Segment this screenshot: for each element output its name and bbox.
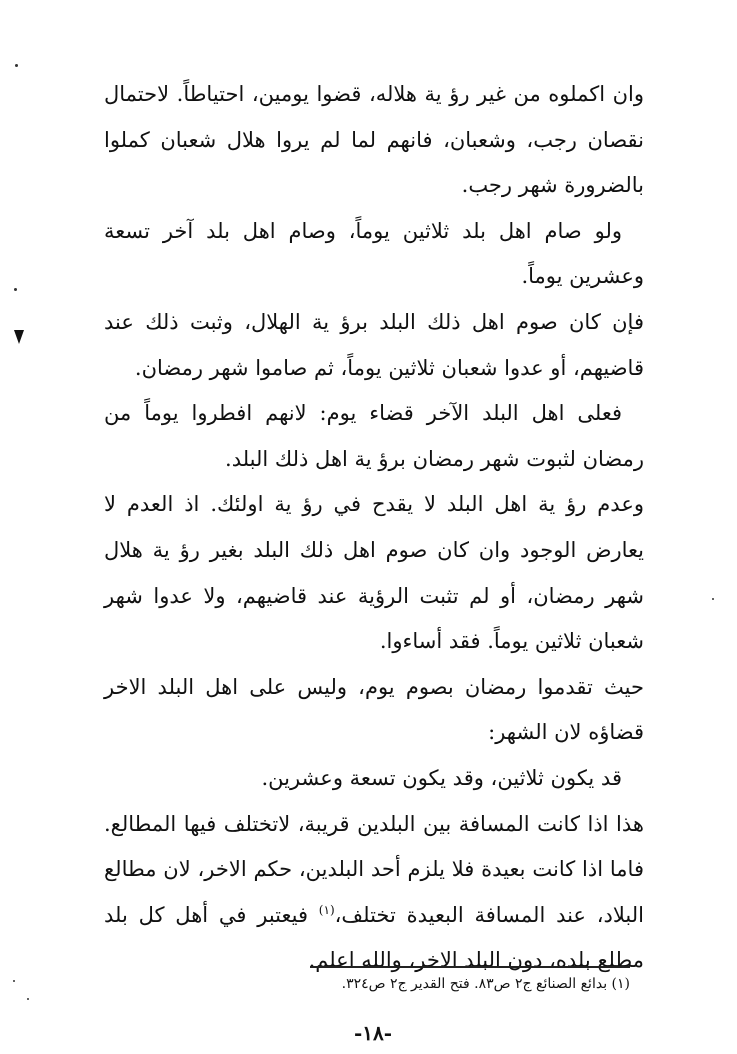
paragraph-2: ولو صام اهل بلد ثلاثين يوماً، وصام اهل بلد آخر تسعة وعشرين يوماً. <box>104 218 644 289</box>
scan-speck-icon <box>13 980 15 982</box>
footnote-divider <box>310 966 630 968</box>
footnote-reference: (١) <box>318 902 335 917</box>
page-number: -١٨- <box>353 1021 393 1045</box>
scan-speck-icon <box>14 288 17 291</box>
paragraph-8 <box>104 802 644 984</box>
margin-arrow-icon <box>14 330 24 344</box>
paragraph-8-before: هذا اذا كانت المسافة بين البلدين قريبة، لاتختلف فيها المطالع. فاما اذا كانت بعيدة فلا يلزم أحد البلدين، حكم الاخر، لان مطالع البلاد، عند المسافة البعيدة تختلف، <box>104 811 644 927</box>
footnote: (١) بدائع الصنائع ج٢ ص٨٣. فتح القدير ج٢ ص٣٢٤. <box>341 976 630 992</box>
paragraph-7: قد يكون ثلاثين، وقد يكون تسعة وعشرين. <box>261 765 622 790</box>
paragraph-3: فإن كان صوم اهل ذلك البلد برؤ ية الهلال، وثبت ذلك عند قاضيهم، أو عدوا شعبان ثلاثين يوماً، ثم صاموا شهر رمضان. <box>104 309 644 380</box>
paragraph-6: حيث تقدموا رمضان بصوم يوم، وليس على اهل البلد الاخر قضاؤه لان الشهر: <box>104 674 644 745</box>
scan-speck-icon <box>27 998 29 1000</box>
scan-speck-icon <box>15 64 18 67</box>
body-text <box>104 72 644 984</box>
paragraph-5: وعدم رؤ ية اهل البلد لا يقدح في رؤ ية اولئك. اذ العدم لا يعارض الوجود وان كان صوم اهل ذلك البلد بغير رؤ ية هلال شهر رمضان، أو لم تثبت الرؤية عند قاضيهم، ولا عدوا شهر شعبان ثلاثين يوماً. فقد أساءوا. <box>104 492 644 654</box>
paragraph-4: فعلى اهل البلد الآخر قضاء يوم: لانهم افطروا يوماً من رمضان لثبوت شهر رمضان برؤ ية اهل ذلك البلد. <box>104 401 644 471</box>
paragraph-1: وان اكملوه من غير رؤ ية هلاله، قضوا يومين، احتياطاً. لاحتمال نقصان رجب، وشعبان، فانهم لما لم يروا هلال شعبان كملوا بالضرورة شهر رجب. <box>104 82 644 198</box>
paragraph-8-after: فيعتبر في أهل كل بلد مطلع بلده، دون البلد الاخر، والله اعلم. <box>104 902 644 973</box>
scan-speck-icon <box>712 598 714 600</box>
